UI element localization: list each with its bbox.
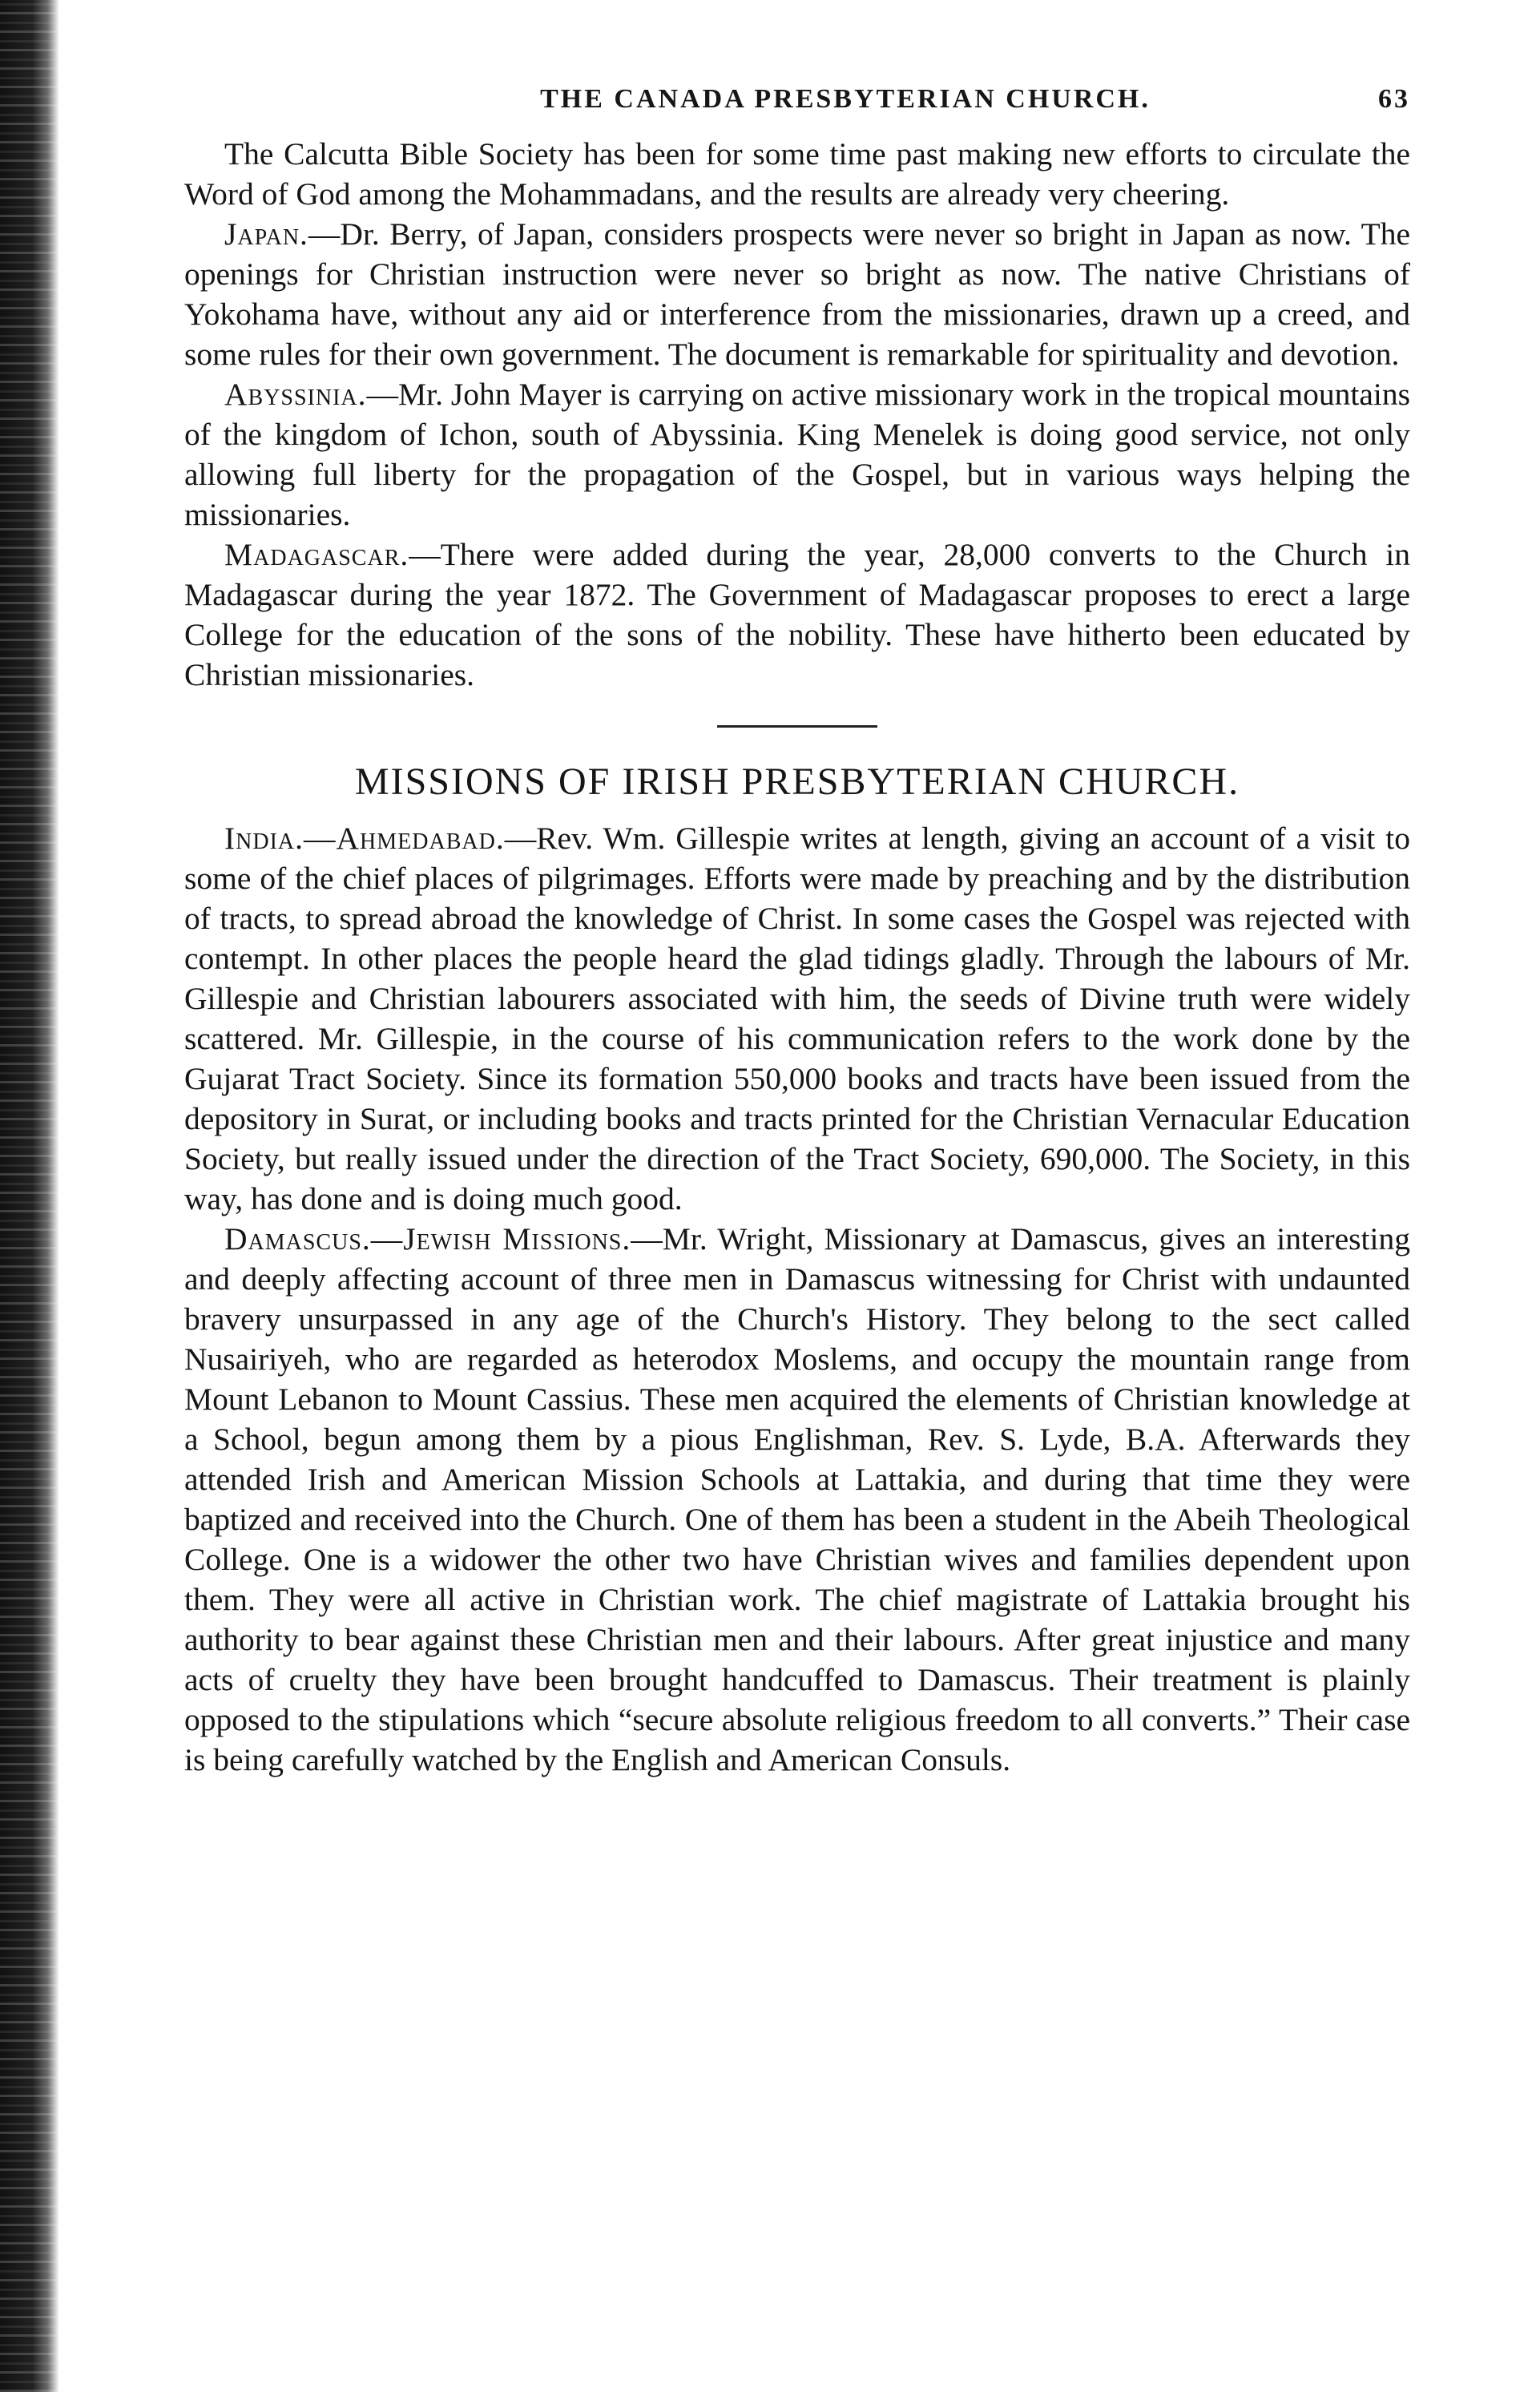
madagascar-text: —There were added during the year, 28,000 converts to the Church in Madagascar during the year 1872. The Government of Madagascar proposes to erect a large College for the education of the sons of the nobility. These have hitherto been educated by Christian missionaries. [184, 537, 1410, 692]
paragraph-damascus [184, 1219, 1410, 1780]
section-divider [717, 725, 877, 728]
place-label-india: India.—Ahmedabad. [224, 821, 505, 856]
place-label-japan: Japan. [224, 216, 308, 252]
paragraph-japan [184, 214, 1410, 374]
abyssinia-text: —Mr. John Mayer is carrying on active missionary work in the tropical mountains of the kingdom of Ichon, south of Abyssinia. King Menelek is doing good service, not only allowing full liberty for the propagation of the Gospel, but in various ways helping the missionaries. [184, 377, 1410, 532]
japan-text: —Dr. Berry, of Japan, considers prospects were never so bright in Japan as now. The openings for Christian instruction were never so bright as now. The native Christians of Yokohama have, without any aid or interference from the missionaries, drawn up a creed, and some rules for their own government. The document is remarkable for spirituality and devotion. [184, 216, 1410, 372]
damascus-text: —Mr. Wright, Missionary at Damascus, gives an interesting and deeply affecting account of three men in Damascus witnessing for Christ with undaunted bravery unsurpassed in any age of the Church's History. They belong to the sect called Nusairiyeh, who are regarded as heterodox Moslems, and occupy the mountain range from Mount Lebanon to Mount Cassius. These men acquired the elements of Christian knowledge at a School, begun among them by a pious Englishman, Rev. S. Lyde, B.A. Afterwards they attended Irish and American Mission Schools at Lattakia, and during that time they were baptized and received into the Church. One of them has been a student in the Abeih Theological College. One is a widower the other two have Christian wives and families dependent upon them. They were all active in Christian work. The chief magistrate of Lattakia brought his authority to bear against these Christian men and their labours. After great injustice and many acts of cruelty they have been brought handcuffed to Damascus. Their treatment is plainly opposed to the stipulations which “secure absolute religious freedom to all converts.” Their case is being carefully watched by the English and American Consuls. [184, 1221, 1410, 1777]
page-number: 63 [1378, 84, 1410, 114]
running-head-title: THE CANADA PRESBYTERIAN CHURCH. [540, 84, 1151, 114]
document-page [184, 84, 1410, 1780]
paragraph-calcutta: The Calcutta Bible Society has been for some time past making new efforts to circulate the Word of God among the Mohammadans, and the results are already very cheering. [184, 136, 1410, 212]
paragraph-india [184, 818, 1410, 1219]
section-heading: MISSIONS OF IRISH PRESBYTERIAN CHURCH. [354, 760, 1240, 803]
place-label-abyssinia: Abyssinia. [224, 377, 367, 412]
india-text: —Rev. Wm. Gillespie writes at length, giving an account of a visit to some of the chief places of pilgrimages. Efforts were made by preaching and by the distribution of tracts, to spread abroad the knowledge of Christ. In some cases the Gospel was rejected with contempt. In other places the people heard the glad tidings gladly. Through the labours of Mr. Gillespie and Christian labourers associated with him, the seeds of Divine truth were widely scattered. Mr. Gillespie, in the course of his communication refers to the work done by the Gujarat Tract Society. Since its formation 550,000 books and tracts have been issued from the depository in Surat, or including books and tracts printed for the Christian Vernacular Education Society, but really issued under the direction of the Tract Society, 690,000. The Society, in this way, has done and is doing much good. [184, 821, 1410, 1216]
place-label-madagascar: Madagascar. [224, 537, 409, 572]
running-head [184, 84, 1410, 134]
page-binding-edge [0, 0, 59, 2392]
paragraph-abyssinia [184, 374, 1410, 534]
paragraph-madagascar [184, 534, 1410, 695]
place-label-damascus: Damascus.—Jewish Missions. [224, 1221, 631, 1257]
